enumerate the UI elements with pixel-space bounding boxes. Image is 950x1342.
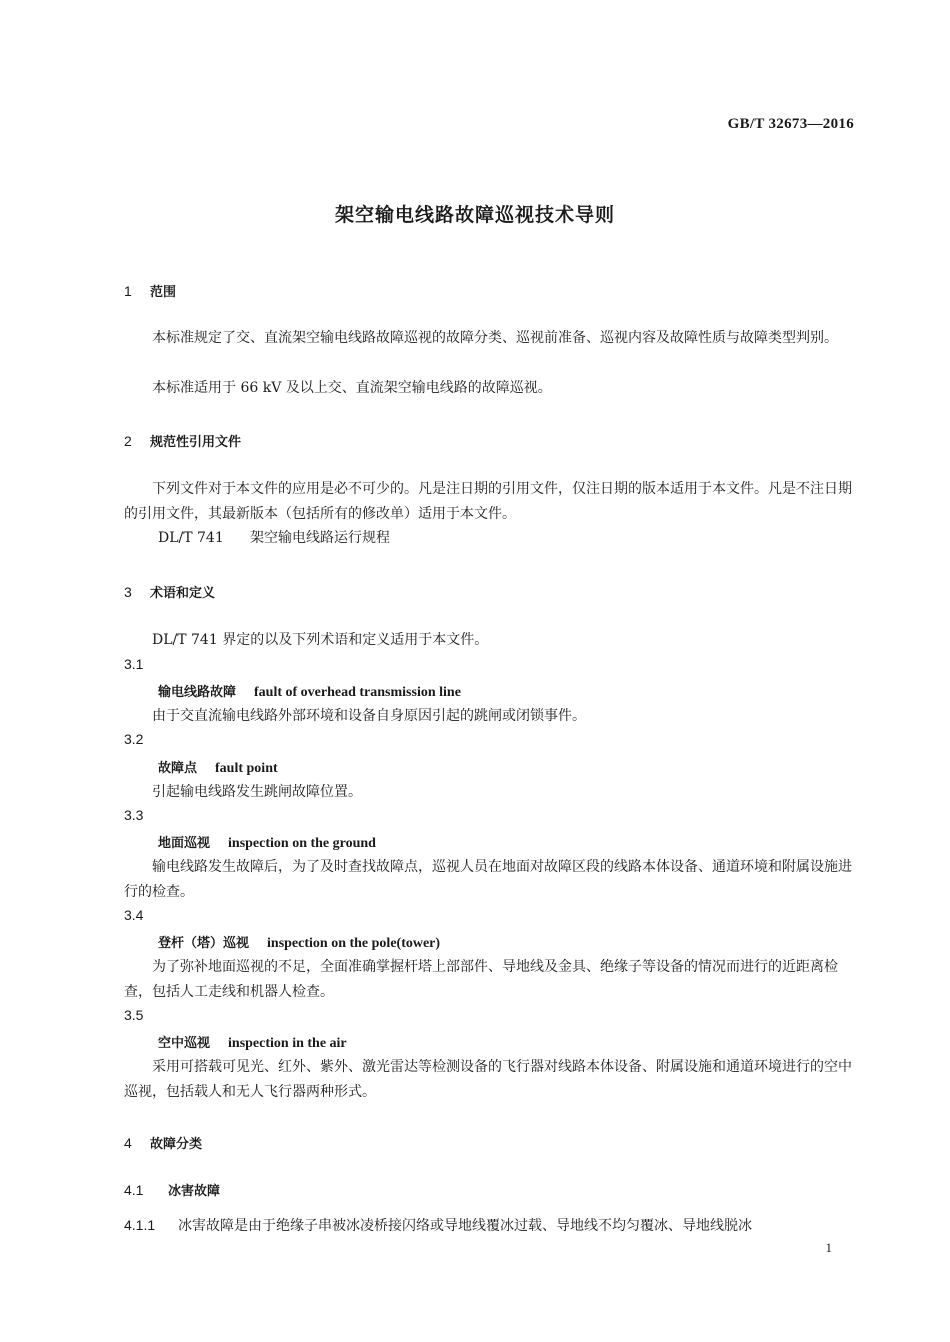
subsection-number: 4.1: [124, 1182, 144, 1198]
term-number: 3.5: [124, 1007, 144, 1023]
section-1-paragraph-1: 本标准规定了交、直流架空输电线路故障巡视的故障分类、巡视前准备、巡视内容及故障性质与故障类型判别。: [152, 330, 838, 346]
section-title: 范围: [150, 285, 177, 300]
section-title: 故障分类: [150, 1137, 203, 1152]
term-definition: 由于交直流输电线路外部环境和设备自身原因引起的跳闸或闭锁事件。: [152, 708, 586, 724]
section-1-paragraph-2: 本标准适用于 66 kV 及以上交、直流架空输电线路的故障巡视。: [152, 380, 552, 396]
term-definition: 输电线路发生故障后，为了及时查找故障点，巡视人员在地面对故障区段的线路本体设备、通道环境和附属设施进行的检查。: [124, 859, 852, 900]
clause-number: 4.1.1: [124, 1217, 156, 1233]
term-heading: [158, 681, 461, 701]
normative-reference: [158, 527, 390, 547]
term-heading: [158, 757, 278, 777]
term-number: 3.1: [124, 656, 144, 672]
term-en: fault point: [215, 761, 278, 776]
subsection-title: 冰害故障: [168, 1184, 221, 1199]
section-3-heading: [124, 582, 215, 601]
term-number: 3.2: [124, 731, 144, 747]
document-title: 架空输电线路故障巡视技术导则: [334, 204, 615, 226]
term-en: inspection in the air: [228, 1036, 347, 1051]
section-number: 1: [124, 283, 132, 299]
reference-code: DL/T 741: [158, 530, 224, 546]
term-heading: [158, 832, 376, 852]
term-number: 3.3: [124, 807, 144, 823]
section-number: 2: [124, 433, 132, 449]
term-zh: 登杆（塔）巡视: [158, 936, 250, 951]
term-definition: 引起输电线路发生跳闸故障位置。: [152, 784, 362, 800]
term-definition: 采用可搭载可见光、红外、紫外、激光雷达等检测设备的飞行器对线路本体设备、附属设施和通道环境进行的空中巡视，包括载人和无人飞行器两种形式。: [124, 1059, 852, 1100]
term-zh: 地面巡视: [158, 836, 211, 851]
section-title: 规范性引用文件: [150, 435, 242, 450]
term-heading: [158, 932, 440, 952]
section-title: 术语和定义: [150, 586, 216, 601]
clause-text: 冰害故障是由于绝缘子串被冰凌桥接闪络或导地线覆冰过载、导地线不均匀覆冰、导地线脱冰: [178, 1218, 752, 1234]
term-zh: 输电线路故障: [158, 685, 237, 700]
page-number: 1: [825, 1240, 832, 1255]
term-zh: 空中巡视: [158, 1036, 211, 1051]
term-en: inspection on the ground: [228, 836, 376, 851]
term-en: inspection on the pole(tower): [267, 936, 441, 951]
standard-code: GB/T 32673—2016: [727, 116, 854, 132]
section-number: 3: [124, 584, 132, 600]
reference-title: 架空输电线路运行规程: [250, 530, 390, 546]
subsection-4-1-heading: [124, 1180, 220, 1199]
section-number: 4: [124, 1135, 132, 1151]
section-1-heading: [124, 281, 176, 300]
term-en: fault of overhead transmission line: [254, 685, 461, 700]
term-number: 3.4: [124, 907, 144, 923]
section-3-paragraph-1: DL/T 741 界定的以及下列术语和定义适用于本文件。: [152, 632, 489, 648]
section-2-paragraph-1: 下列文件对于本文件的应用是必不可少的。凡是注日期的引用文件，仅注日期的版本适用于本文件。凡是不注日期的引用文件，其最新版本（包括所有的修改单）适用于本文件。: [124, 481, 852, 522]
section-4-heading: [124, 1133, 202, 1152]
term-heading: [158, 1032, 347, 1052]
clause-4-1-1: [124, 1213, 752, 1239]
section-2-heading: [124, 431, 241, 450]
term-definition: 为了弥补地面巡视的不足，全面准确掌握杆塔上部部件、导地线及金具、绝缘子等设备的情况而进行的近距离检查，包括人工走线和机器人检查。: [124, 959, 838, 1000]
term-zh: 故障点: [158, 761, 198, 776]
